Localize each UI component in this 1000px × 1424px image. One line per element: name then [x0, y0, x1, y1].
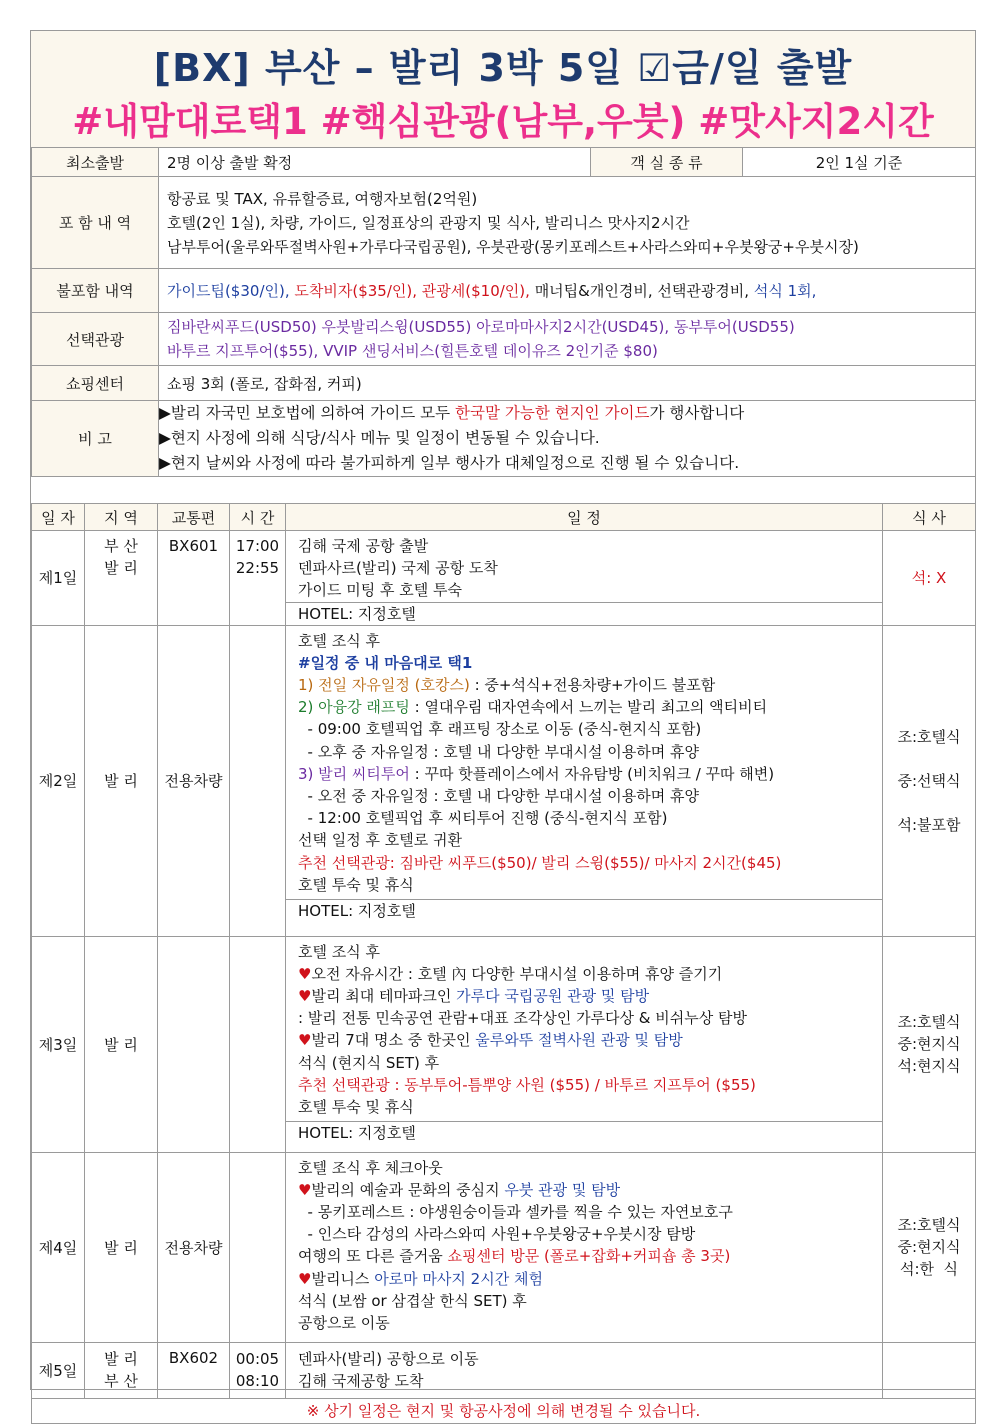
- day5-region-to: 부 산: [104, 1372, 138, 1391]
- included-row: [32, 177, 976, 269]
- itinerary-line: 김해 국제공항 도착: [298, 1372, 424, 1391]
- excluded-guide-tip: 가이드팁($30/인),: [167, 281, 290, 300]
- itinerary-line: - 오전 중 자유일정 : 호텔 내 다양한 부대시설 이용하며 휴양: [298, 787, 699, 806]
- optional-label: 선택관광: [32, 313, 159, 366]
- excluded-visa: 도착비자($35/인),: [294, 281, 417, 300]
- remark-1a: ▶발리 자국민 보호법에 의하여 가이드 모두: [159, 404, 456, 422]
- option-3-title: 3) 발리 씨티투어: [298, 764, 410, 783]
- day3-time: [230, 936, 286, 1152]
- day1-region-to: 발 리: [104, 559, 138, 577]
- room-type-label: 객 실 종 류: [591, 148, 743, 177]
- col-region: 지 역: [85, 504, 158, 531]
- heart-icon: ♥: [298, 987, 312, 1006]
- day1-time: [230, 531, 286, 626]
- itinerary-text: 발리니스: [311, 1269, 375, 1288]
- day5-time-depart: 00:05: [235, 1350, 280, 1369]
- shopping-value: 쇼핑 3회 (폴로, 잡화점, 커피): [159, 366, 976, 401]
- day3-meal: [883, 936, 976, 1152]
- day3-hotel: HOTEL: 지정호텔: [286, 1121, 882, 1144]
- day5-time-arrive: 08:10: [235, 1372, 280, 1391]
- itinerary-line: 석식 (현지식 SET) 후: [298, 1053, 440, 1072]
- optional-line: 짐바란씨푸드(USD50) 우붓발리스윙(USD55) 아로마마사지2시간(USD45), 동부투어(USD55): [167, 318, 795, 336]
- recommended-optional: 추천 선택관광 : 동부투어-틈뿌양 사원 ($55) / 바투르 지프투어 ($55): [298, 1075, 756, 1094]
- min-departure-row: [32, 148, 976, 177]
- day2-itinerary: [286, 625, 883, 936]
- itinerary-line: - 09:00 호텔픽업 후 래프팅 장소로 이동 (중식-현지식 포함): [298, 720, 702, 739]
- optional-list: [159, 313, 976, 366]
- itinerary-line: 석식 (보쌈 or 삼겹살 한식 SET) 후: [298, 1291, 527, 1310]
- day2-row: [32, 625, 976, 936]
- day2-label: 제2일: [32, 625, 85, 936]
- heart-icon: ♥: [298, 1031, 312, 1050]
- hashtag-line: #내맘대로택1 #핵심관광(남부,우붓) #맛사지2시간: [72, 100, 934, 143]
- day3-transport: [158, 936, 230, 1152]
- day1-time-arrive: 22:55: [235, 559, 280, 577]
- day3-region: 발 리: [85, 936, 158, 1152]
- shopping-label: 쇼핑센터: [32, 366, 159, 401]
- itinerary-line: 공항으로 이동: [298, 1314, 390, 1333]
- ubud-highlight: 우붓 관광 및 탐방: [504, 1180, 621, 1199]
- excluded-dinner: 석식 1회,: [753, 281, 817, 300]
- itinerary-line: - 12:00 호텔픽업 후 씨티투어 진행 (중식-현지식 포함): [298, 809, 668, 828]
- included-label: 포 함 내 역: [32, 177, 159, 269]
- itinerary-line: - 인스타 감성의 사라스와띠 사원+우붓왕궁+우붓시장 탐방: [298, 1225, 696, 1244]
- included-line: 남부투어(울루와뚜절벽사원+가루다국립공원), 우붓관광(몽키포레스트+사라스와띠+우붓왕궁+우붓시장): [167, 237, 859, 256]
- day1-meal: 석: X: [883, 531, 976, 626]
- remark-2: ▶현지 사정에 의해 식당/식사 메뉴 및 일정이 변동될 수 있습니다.: [159, 429, 600, 447]
- massage-highlight: 아로마 마사지 2시간 체험: [374, 1269, 543, 1288]
- breakfast: 조:호텔식: [897, 1013, 961, 1032]
- remarks-row: [32, 401, 976, 477]
- itinerary-text: 여행의 또 다른 즐거움: [298, 1247, 448, 1266]
- heart-icon: ♥: [298, 964, 312, 983]
- itinerary-line: 덴파사르(발리) 국제 공항 도착: [298, 559, 498, 578]
- schedule-table: [31, 503, 976, 1424]
- dinner: 석:불포함: [897, 815, 961, 834]
- day5-meal: [883, 1342, 976, 1398]
- day1-transport: BX601: [158, 531, 230, 626]
- included-list: [159, 177, 976, 269]
- lunch: 중:현지식: [897, 1035, 961, 1054]
- day3-label: 제3일: [32, 936, 85, 1152]
- itinerary-text: 발리 최대 테마파크인: [311, 987, 457, 1006]
- itinerary-line: 덴파사(발리) 공항으로 이동: [298, 1349, 479, 1368]
- day5-itinerary: [286, 1342, 883, 1398]
- optional-line: 바투르 지프투어($55), VVIP 샌딩서비스(힐튼호텔 데이유즈 2인기준 $80): [167, 342, 658, 360]
- breakfast: 조:호텔식: [897, 727, 961, 746]
- day1-row: [32, 531, 976, 626]
- itinerary-line: - 오후 중 자유일정 : 호텔 내 다양한 부대시설 이용하며 휴양: [298, 742, 699, 761]
- option-2-desc: : 열대우림 대자연속에서 느끼는 발리 최고의 액티비티: [409, 698, 768, 717]
- itinerary-line: 호텔 조식 후 체크아웃: [298, 1158, 443, 1177]
- itinerary-line: 호텔 투숙 및 휴식: [298, 1098, 414, 1117]
- day2-region: 발 리: [85, 625, 158, 936]
- itinerary-line: 호텔 조식 후: [298, 942, 380, 961]
- schedule-header-row: [32, 504, 976, 531]
- choice-heading: #일정 중 내 마음대로 택1: [298, 653, 473, 672]
- day5-region: [85, 1342, 158, 1398]
- day1-time-depart: 17:00: [235, 537, 280, 555]
- excluded-label: 불포함 내역: [32, 269, 159, 313]
- day4-time: [230, 1152, 286, 1342]
- itinerary-line: - 몽키포레스트 : 야생원숭이들과 셀카를 찍을 수 있는 자연보호구: [298, 1203, 733, 1222]
- itinerary-line: 오전 자유시간 : 호텔 內 다양한 부대시설 이용하며 휴양 즐기기: [311, 964, 723, 983]
- day2-transport: 전용차량: [158, 625, 230, 936]
- option-3-desc: : 꾸따 핫플레이스에서 자유탐방 (비치워크 / 꾸따 해변): [409, 764, 775, 783]
- col-time: 시 간: [230, 504, 286, 531]
- day4-meal: [883, 1152, 976, 1342]
- uluwatu-highlight: 울루와뚜 절벽사원 관광 및 탐방: [475, 1031, 683, 1050]
- itinerary-line: : 발리 전통 민속공연 관람+대표 조각상인 가루다상 & 비쉬누상 탐방: [298, 1009, 747, 1028]
- excluded-list: [159, 269, 976, 313]
- lunch: 중:현지식: [897, 1238, 961, 1257]
- footer-row: [32, 1398, 976, 1423]
- day2-time: [230, 625, 286, 936]
- included-line: 항공료 및 TAX, 유류할증료, 여행자보험(2억원): [167, 189, 478, 208]
- garuda-park-highlight: 가루다 국립공원 관광 및 탐방: [456, 987, 650, 1006]
- dinner: 석:현지식: [897, 1057, 961, 1076]
- heart-icon: ♥: [298, 1180, 312, 1199]
- col-itinerary: 일 정: [286, 504, 883, 531]
- day1-itinerary: [286, 531, 883, 626]
- remark-1b: 한국말 가능한 현지인 가이드: [455, 404, 650, 422]
- remarks-list: [159, 401, 976, 477]
- itinerary-line: 김해 국제 공항 출발: [298, 537, 429, 555]
- shopping-row: [32, 366, 976, 401]
- itinerary-sheet: [30, 30, 976, 1421]
- shopping-highlight: 쇼핑센터 방문 (폴로+잡화+커피숍 총 3곳): [447, 1247, 731, 1266]
- excluded-row: [32, 269, 976, 313]
- day3-itinerary: [286, 936, 883, 1152]
- day2-hotel: HOTEL: 지정호텔: [286, 899, 882, 922]
- itinerary-line: 호텔 조식 후: [298, 631, 380, 650]
- package-info-table: [31, 147, 976, 477]
- itinerary-line: 선택 일정 후 호텔로 귀환: [298, 831, 462, 850]
- heart-icon: ♥: [298, 1269, 312, 1288]
- day5-time: [230, 1342, 286, 1398]
- day4-itinerary: [286, 1152, 883, 1342]
- option-2-title: 2) 아융강 래프팅: [298, 698, 410, 717]
- day4-label: 제4일: [32, 1152, 85, 1342]
- remark-1c: 가 행사합니다: [649, 404, 745, 422]
- day2-meal: [883, 625, 976, 936]
- day5-transport: BX602: [158, 1342, 230, 1398]
- itinerary-text: 발리 7대 명소 중 한곳인: [311, 1031, 476, 1050]
- remarks-label: 비 고: [32, 401, 159, 477]
- option-1-desc: : 중+석식+전용차량+가이드 불포함: [469, 676, 716, 695]
- recommended-optional: 추천 선택관광: 짐바란 씨푸드($50)/ 발리 스윙($55)/ 마사지 2시간($45): [298, 853, 782, 872]
- option-1-title: 1) 전일 자유일정 (호캉스): [298, 676, 470, 695]
- day4-transport: 전용차량: [158, 1152, 230, 1342]
- day3-row: [32, 936, 976, 1152]
- footer-note: ※ 상기 일정은 현지 및 항공사정에 의해 변경될 수 있습니다.: [32, 1398, 976, 1423]
- col-day: 일 자: [32, 504, 85, 531]
- day5-label: 제5일: [32, 1342, 85, 1398]
- day4-region: 발 리: [85, 1152, 158, 1342]
- itinerary-line: 가이드 미팅 후 호텔 투숙: [298, 581, 462, 600]
- col-meal: 식 사: [883, 504, 976, 531]
- min-departure-value: 2명 이상 출발 확정: [159, 148, 591, 177]
- itinerary-text: 발리의 예술과 문화의 중심지: [311, 1180, 505, 1199]
- title-banner: [31, 31, 975, 147]
- included-line: 호텔(2인 1실), 차량, 가이드, 일정표상의 관광지 및 식사, 발리니스 맛사지2시간: [167, 213, 690, 232]
- excluded-tourist-tax: 관광세($10/인),: [421, 281, 530, 300]
- col-transport: 교통편: [158, 504, 230, 531]
- day1-label: 제1일: [32, 531, 85, 626]
- day4-row: [32, 1152, 976, 1342]
- itinerary-line: 호텔 투숙 및 휴식: [298, 875, 414, 894]
- dinner: 석:한 식: [899, 1260, 959, 1279]
- excluded-personal: 매너팁&개인경비, 선택관광경비,: [534, 281, 750, 300]
- day1-region: [85, 531, 158, 626]
- breakfast: 조:호텔식: [897, 1216, 961, 1235]
- room-type-value: 2인 1실 기준: [743, 148, 976, 177]
- min-departure-label: 최소출발: [32, 148, 159, 177]
- optional-row: [32, 313, 976, 366]
- page-title: [BX] 부산 – 발리 3박 5일 ☑금/일 출발: [153, 46, 853, 90]
- remark-3: ▶현지 날씨와 사정에 따라 불가피하게 일부 행사가 대체일정으로 진행 될 수 있습니다.: [159, 454, 740, 472]
- lunch: 중:선택식: [897, 771, 961, 790]
- day1-hotel: HOTEL: 지정호텔: [286, 602, 882, 625]
- day5-row: [32, 1342, 976, 1398]
- day1-region-from: 부 산: [104, 537, 138, 555]
- day5-region-from: 발 리: [104, 1350, 138, 1369]
